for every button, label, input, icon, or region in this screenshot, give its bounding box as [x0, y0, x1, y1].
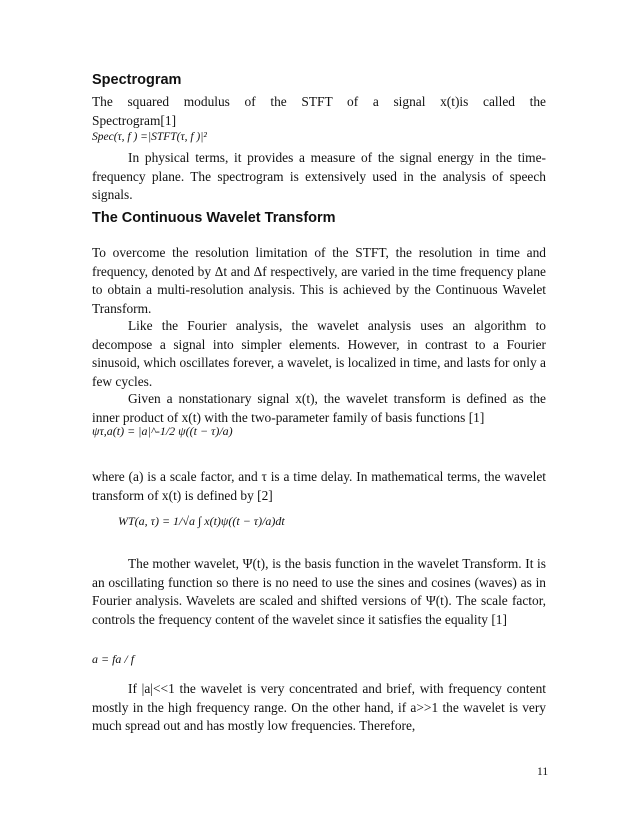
spectrogram-paragraph: In physical terms, it provides a measure of the signal energy in the time-frequency plane. The spectrogram is extensively used in the analysis of speech signals.: [92, 150, 546, 203]
scale-equation: a = fa / f: [92, 652, 135, 666]
cwt-paragraph-2: Like the Fourier analysis, the wavelet analysis uses an algorithm to decompose a signal into simpler elements. However, in contrast to a Fourier sinusoid, which oscillates forever, a wavelet, is localized in time, and lasts for only a few cycles.: [92, 318, 546, 389]
spectrogram-equation: Spec(τ, f ) =|STFT(τ, f )|²: [92, 131, 207, 143]
cwt-heading: The Continuous Wavelet Transform: [92, 210, 336, 226]
cwt-paragraph-4: where (a) is a scale factor, and τ is a time delay. In mathematical terms, the wavelet transform of x(t) is defined by [2]: [92, 469, 546, 503]
cwt-paragraph-5: The mother wavelet, Ψ(t), is the basis function in the wavelet Transform. It is an oscillating function so there is no need to use the sines and cosines (waves) as in Fourier analysis. Wavelets are scaled and shifted versions of Ψ(t). The scale factor, controls the frequency content of the wavelet since it satisfies the equality [1]: [92, 556, 546, 627]
cwt-paragraph-3: Given a nonstationary signal x(t), the wavelet transform is defined as the inner product of x(t) with the two-parameter family of basis functions [1]: [92, 391, 546, 425]
cwt-paragraph-6: If |a|<<1 the wavelet is very concentrated and brief, with frequency content mostly in the high frequency range. On the other hand, if a>>1 the wavelet is very much spread out and has mostly low frequencies. Therefore,: [92, 681, 546, 734]
cwt-paragraph-1: To overcome the resolution limitation of the STFT, the resolution in time and frequency, denoted by Δt and Δf respectively, are varied in the time frequency plane to obtain a multi-resolution analysis. This is achieved by the Continuous Wavelet Transform.: [92, 245, 546, 316]
page-number: 11: [537, 766, 549, 778]
psi-equation: ψτ,a(t) = |a|^-1/2 ψ((t − τ)/a): [92, 424, 233, 438]
spectrogram-line-1: The squared modulus of the STFT of a signal x(t)is called the: [92, 94, 546, 109]
spectrogram-line-2: Spectrogram[1]: [92, 113, 177, 128]
wavelet-transform-equation: WT(a, τ) = 1/√a ∫ x(t)ψ((t − τ)/a)dt: [118, 514, 285, 528]
spectrogram-heading: Spectrogram: [92, 72, 182, 88]
